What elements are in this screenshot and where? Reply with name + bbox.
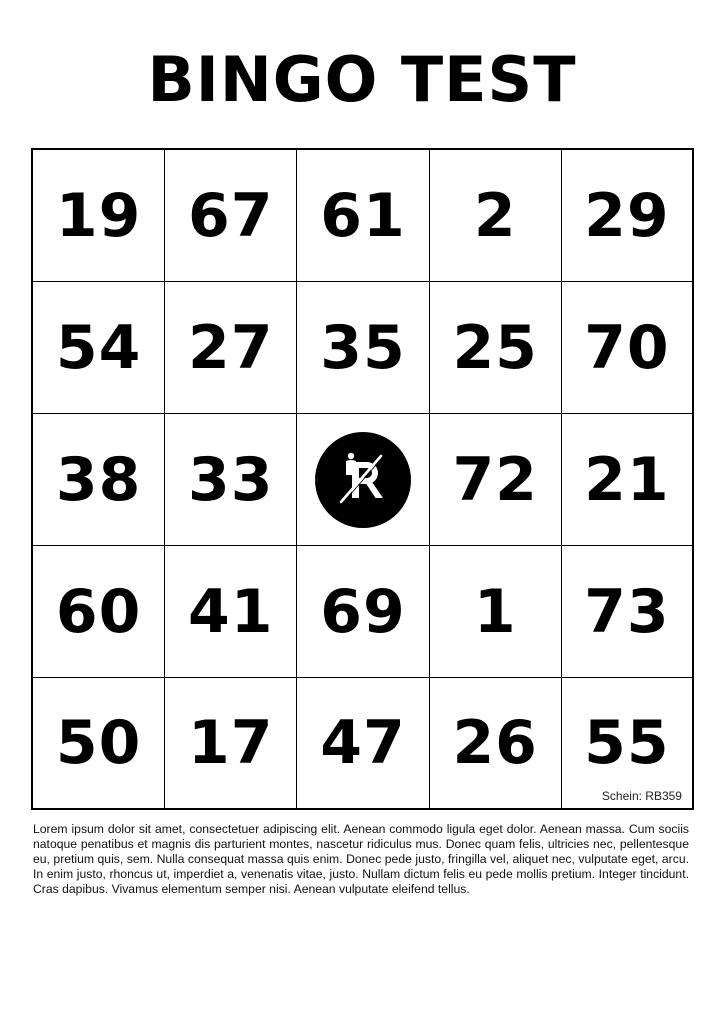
bingo-number: 61 xyxy=(320,180,406,251)
bingo-cell xyxy=(297,282,429,414)
bingo-number: 33 xyxy=(188,444,274,515)
free-cell xyxy=(297,414,429,546)
bingo-cell xyxy=(33,282,165,414)
bingo-number: 72 xyxy=(452,444,538,515)
bingo-cell xyxy=(33,414,165,546)
r-logo-icon xyxy=(315,432,411,528)
bingo-cell xyxy=(33,150,165,282)
bingo-cell xyxy=(430,282,562,414)
bingo-cell xyxy=(562,150,694,282)
bingo-number: 54 xyxy=(55,312,142,383)
bingo-cell xyxy=(430,678,562,810)
bingo-number: 60 xyxy=(55,576,142,647)
bingo-number: 1 xyxy=(473,576,517,647)
bingo-number: 47 xyxy=(320,708,406,778)
bingo-number: 2 xyxy=(473,180,517,251)
page-title: BINGO TEST xyxy=(147,43,577,116)
bingo-number: 70 xyxy=(584,312,670,383)
bingo-cell xyxy=(165,414,297,546)
bingo-number: 35 xyxy=(320,312,406,383)
bingo-card xyxy=(31,148,694,810)
bingo-number: 38 xyxy=(55,444,142,515)
bingo-number: 26 xyxy=(452,708,538,778)
bingo-number: 73 xyxy=(584,576,670,647)
bingo-number: 25 xyxy=(452,312,538,383)
body-paragraph: Lorem ipsum dolor sit amet, consectetuer adipiscing elit. Aenean commodo ligula eget dolor. Aenean massa. Cum sociis natoque penatibus et magnis dis parturient montes, nascetur ridiculus mus. Donec quam felis, ultricies nec, pellentesque eu, pretium quis, sem. Nulla consequat massa quis enim. Donec pede justo, fringilla vel, aliquet nec, vulputate eget, arcu. In enim justo, rhoncus ut, imperdiet a, venenatis vitae, justo. Nullam dictum felis eu pede mollis pretium. Integer tincidunt. Cras dapibus. Vivamus elementum semper nisi. Aenean vulputate eleifend tellus. xyxy=(33,822,689,897)
bingo-cell xyxy=(562,414,694,546)
bingo-cell xyxy=(562,282,694,414)
bingo-number: 50 xyxy=(55,708,142,778)
bingo-number: 27 xyxy=(188,312,274,383)
bingo-number: 29 xyxy=(584,180,670,251)
bingo-cell xyxy=(562,678,694,810)
bingo-number: 67 xyxy=(188,180,274,251)
bingo-cell xyxy=(165,282,297,414)
bingo-cell xyxy=(165,546,297,678)
bingo-cell xyxy=(562,546,694,678)
bingo-number: 55 xyxy=(584,708,670,778)
bingo-cell xyxy=(430,414,562,546)
ticket-serial: Schein: RB359 xyxy=(601,789,682,803)
bingo-cell xyxy=(430,150,562,282)
bingo-number: 21 xyxy=(584,444,670,515)
bingo-cell xyxy=(165,150,297,282)
bingo-cell xyxy=(297,678,429,810)
bingo-cell xyxy=(33,678,165,810)
bingo-number: 69 xyxy=(320,576,406,647)
bingo-cell xyxy=(33,546,165,678)
bingo-number: 19 xyxy=(55,180,142,251)
bingo-cell xyxy=(297,546,429,678)
bingo-cell xyxy=(297,150,429,282)
bingo-cell xyxy=(165,678,297,810)
bingo-cell xyxy=(430,546,562,678)
bingo-number: 17 xyxy=(188,708,274,778)
bingo-number: 41 xyxy=(188,576,274,647)
